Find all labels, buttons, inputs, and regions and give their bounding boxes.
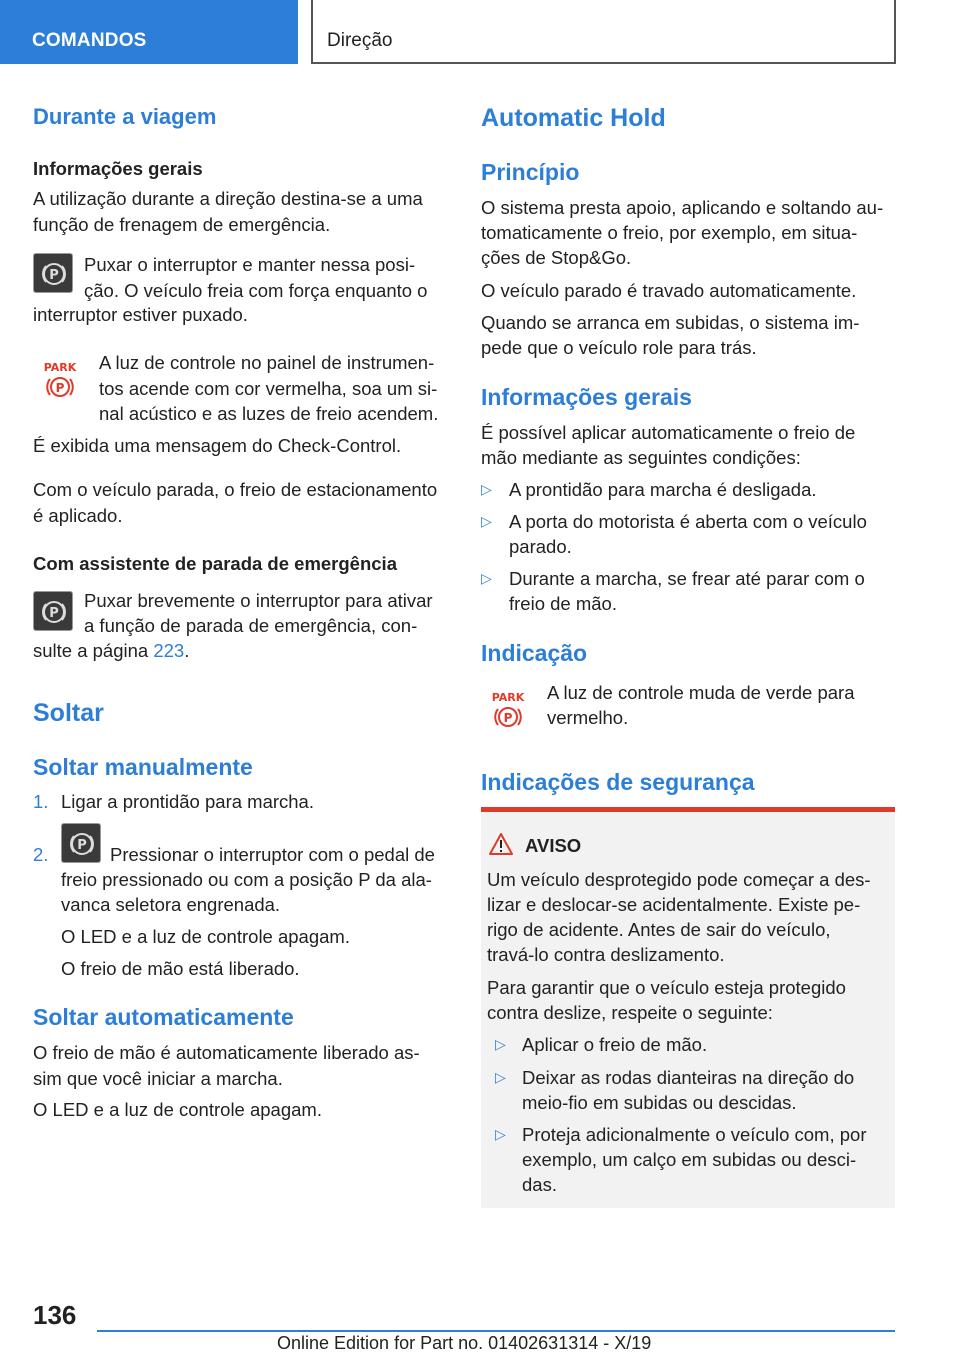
park-indicator-icon	[488, 690, 528, 732]
aviso-line-2: lizar e deslocar-se acidentalmente. Existe pe-	[487, 894, 861, 915]
cond-2-line-2: parado.	[509, 536, 572, 557]
breve-text: sulte a página	[33, 640, 149, 661]
indicacao-title: Indicação	[481, 640, 588, 666]
breve-end: .	[184, 640, 190, 661]
subidas-line-2: pede que o veículo role para trás.	[481, 337, 757, 358]
bullet-icon: ▷	[481, 481, 492, 497]
step-2-led: O LED e a luz de controle apagam.	[61, 926, 350, 947]
info-title: Informações gerais	[481, 384, 692, 410]
warning-triangle-icon	[488, 832, 514, 861]
subidas-line-1: Quando se arranca em subidas, o sistema im-	[481, 312, 860, 333]
aviso-line-4: travá-lo contra deslizamento.	[487, 944, 725, 965]
chapter-label: Direção	[327, 30, 393, 51]
bullet-icon: ▷	[495, 1126, 506, 1142]
principio-line-3: ções de Stop&Go.	[481, 247, 632, 268]
bullet-icon: ▷	[481, 513, 492, 529]
info-line-2: mão mediante as seguintes condições:	[481, 447, 801, 468]
aviso-line-1: Um veículo desprotegido pode começar a des-	[487, 869, 871, 890]
puxar-line-3: interruptor estiver puxado.	[33, 304, 248, 325]
svg-text:P: P	[503, 711, 513, 725]
park-warning-icon	[40, 360, 80, 402]
puxar-line-1: Puxar o interruptor e manter nessa posi-	[84, 254, 416, 275]
luz-line-2: tos acende com cor vermelha, soa um si-	[99, 378, 438, 399]
svg-text:P: P	[49, 606, 59, 621]
step-1-text: Ligar a prontidão para marcha.	[61, 791, 314, 812]
info-gerais-heading: Informações gerais	[33, 158, 203, 179]
manual-title: Soltar manualmente	[33, 754, 253, 780]
parking-brake-switch-icon-2	[33, 591, 73, 631]
breve-line-2: a função de parada de emergência, con-	[84, 615, 418, 636]
step-2-line-2: freio pressionado ou com a posição P da ala-	[61, 869, 432, 890]
warn-bullet-2-line-1: Deixar as rodas dianteiras na direção do	[522, 1067, 855, 1088]
warn-bullet-2-line-2: meio-fio em subidas ou descidas.	[522, 1092, 797, 1113]
hold-title: Automatic Hold	[481, 104, 666, 132]
svg-text:P: P	[77, 838, 87, 853]
warn-bullet-1: Aplicar o freio de mão.	[522, 1034, 708, 1055]
page-link[interactable]: 223	[153, 640, 185, 661]
durante-title: Durante a viagem	[33, 104, 217, 129]
info-gerais-text-2: função de frenagem de emergência.	[33, 214, 331, 235]
chapter-tab	[311, 0, 896, 64]
luz-line-1: A luz de controle no painel de instrumen-	[99, 352, 435, 373]
breve-line-1: Puxar brevemente o interruptor para ativar	[84, 590, 433, 611]
step-2-freio: O freio de mão está liberado.	[61, 958, 300, 979]
auto-title: Soltar automaticamente	[33, 1004, 294, 1030]
soltar-title: Soltar	[33, 699, 104, 727]
footer-edition: Online Edition for Part no. 01402631314 - X/19	[277, 1333, 652, 1353]
principio-line-2: tomaticamente o freio, por exemplo, em situa-	[481, 222, 858, 243]
page-number: 136	[33, 1300, 77, 1330]
park-icon-label: PARK	[491, 691, 525, 704]
auto-led: O LED e a luz de controle apagam.	[33, 1099, 322, 1120]
parking-brake-switch-icon	[33, 253, 73, 293]
footer-divider	[97, 1330, 895, 1332]
seguranca-title: Indicações de segurança	[481, 769, 755, 795]
bullet-icon: ▷	[495, 1069, 506, 1085]
exibida-text: É exibida uma mensagem do Check-Control.	[33, 435, 402, 456]
bullet-icon: ▷	[495, 1036, 506, 1052]
parada-line-1: Com o veículo parada, o freio de estacionamento	[33, 479, 438, 500]
info-line-1: É possível aplicar automaticamente o freio de	[481, 422, 856, 443]
auto-line-2: sim que você iniciar a marcha.	[33, 1068, 283, 1089]
step-2-line-3: vanca seletora engrenada.	[61, 894, 281, 915]
park-icon-label: PARK	[43, 361, 77, 374]
breve-line-3	[33, 638, 189, 664]
parking-brake-switch-icon-3	[61, 823, 101, 863]
garantir-line-2: contra deslize, respeite o seguinte:	[487, 1002, 773, 1023]
section-tab	[0, 0, 298, 64]
ind-line-1: A luz de controle muda de verde para	[547, 682, 855, 703]
parada-line-2: é aplicado.	[33, 505, 123, 526]
svg-text:P: P	[55, 381, 65, 395]
principio-title: Princípio	[481, 159, 580, 185]
step-1-number: 1.	[33, 791, 49, 812]
section-label: COMANDOS	[32, 30, 147, 51]
cond-1: A prontidão para marcha é desligada.	[509, 479, 817, 500]
bullet-icon: ▷	[481, 570, 492, 586]
travado-text: O veículo parado é travado automaticamente.	[481, 280, 857, 301]
auto-line-1: O freio de mão é automaticamente liberado as-	[33, 1042, 420, 1063]
ind-line-2: vermelho.	[547, 707, 629, 728]
cond-3-line-1: Durante a marcha, se frear até parar com o	[509, 568, 865, 589]
step-2-line-1: Pressionar o interruptor com o pedal de	[110, 844, 435, 865]
garantir-line-1: Para garantir que o veículo esteja protegido	[487, 977, 846, 998]
puxar-line-2: ção. O veículo freia com força enquanto o	[84, 280, 428, 301]
aviso-label: AVISO	[525, 835, 582, 856]
principio-line-1: O sistema presta apoio, aplicando e soltando au-	[481, 197, 884, 218]
step-2-number: 2.	[33, 844, 49, 865]
assistente-heading: Com assistente de parada de emergência	[33, 553, 397, 574]
warn-bullet-3-line-3: das.	[522, 1174, 557, 1195]
luz-line-3: nal acústico e as luzes de freio acendem.	[99, 403, 439, 424]
warn-bullet-3-line-2: exemplo, um calço em subidas ou desci-	[522, 1149, 857, 1170]
info-gerais-text-1: A utilização durante a direção destina-se a uma	[33, 188, 423, 209]
aviso-line-3: rigo de acidente. Antes de sair do veículo,	[487, 919, 831, 940]
cond-3-line-2: freio de mão.	[509, 593, 617, 614]
warn-bullet-3-line-1: Proteja adicionalmente o veículo com, por	[522, 1124, 867, 1145]
svg-text:P: P	[49, 268, 59, 283]
cond-2-line-1: A porta do motorista é aberta com o veículo	[509, 511, 867, 532]
